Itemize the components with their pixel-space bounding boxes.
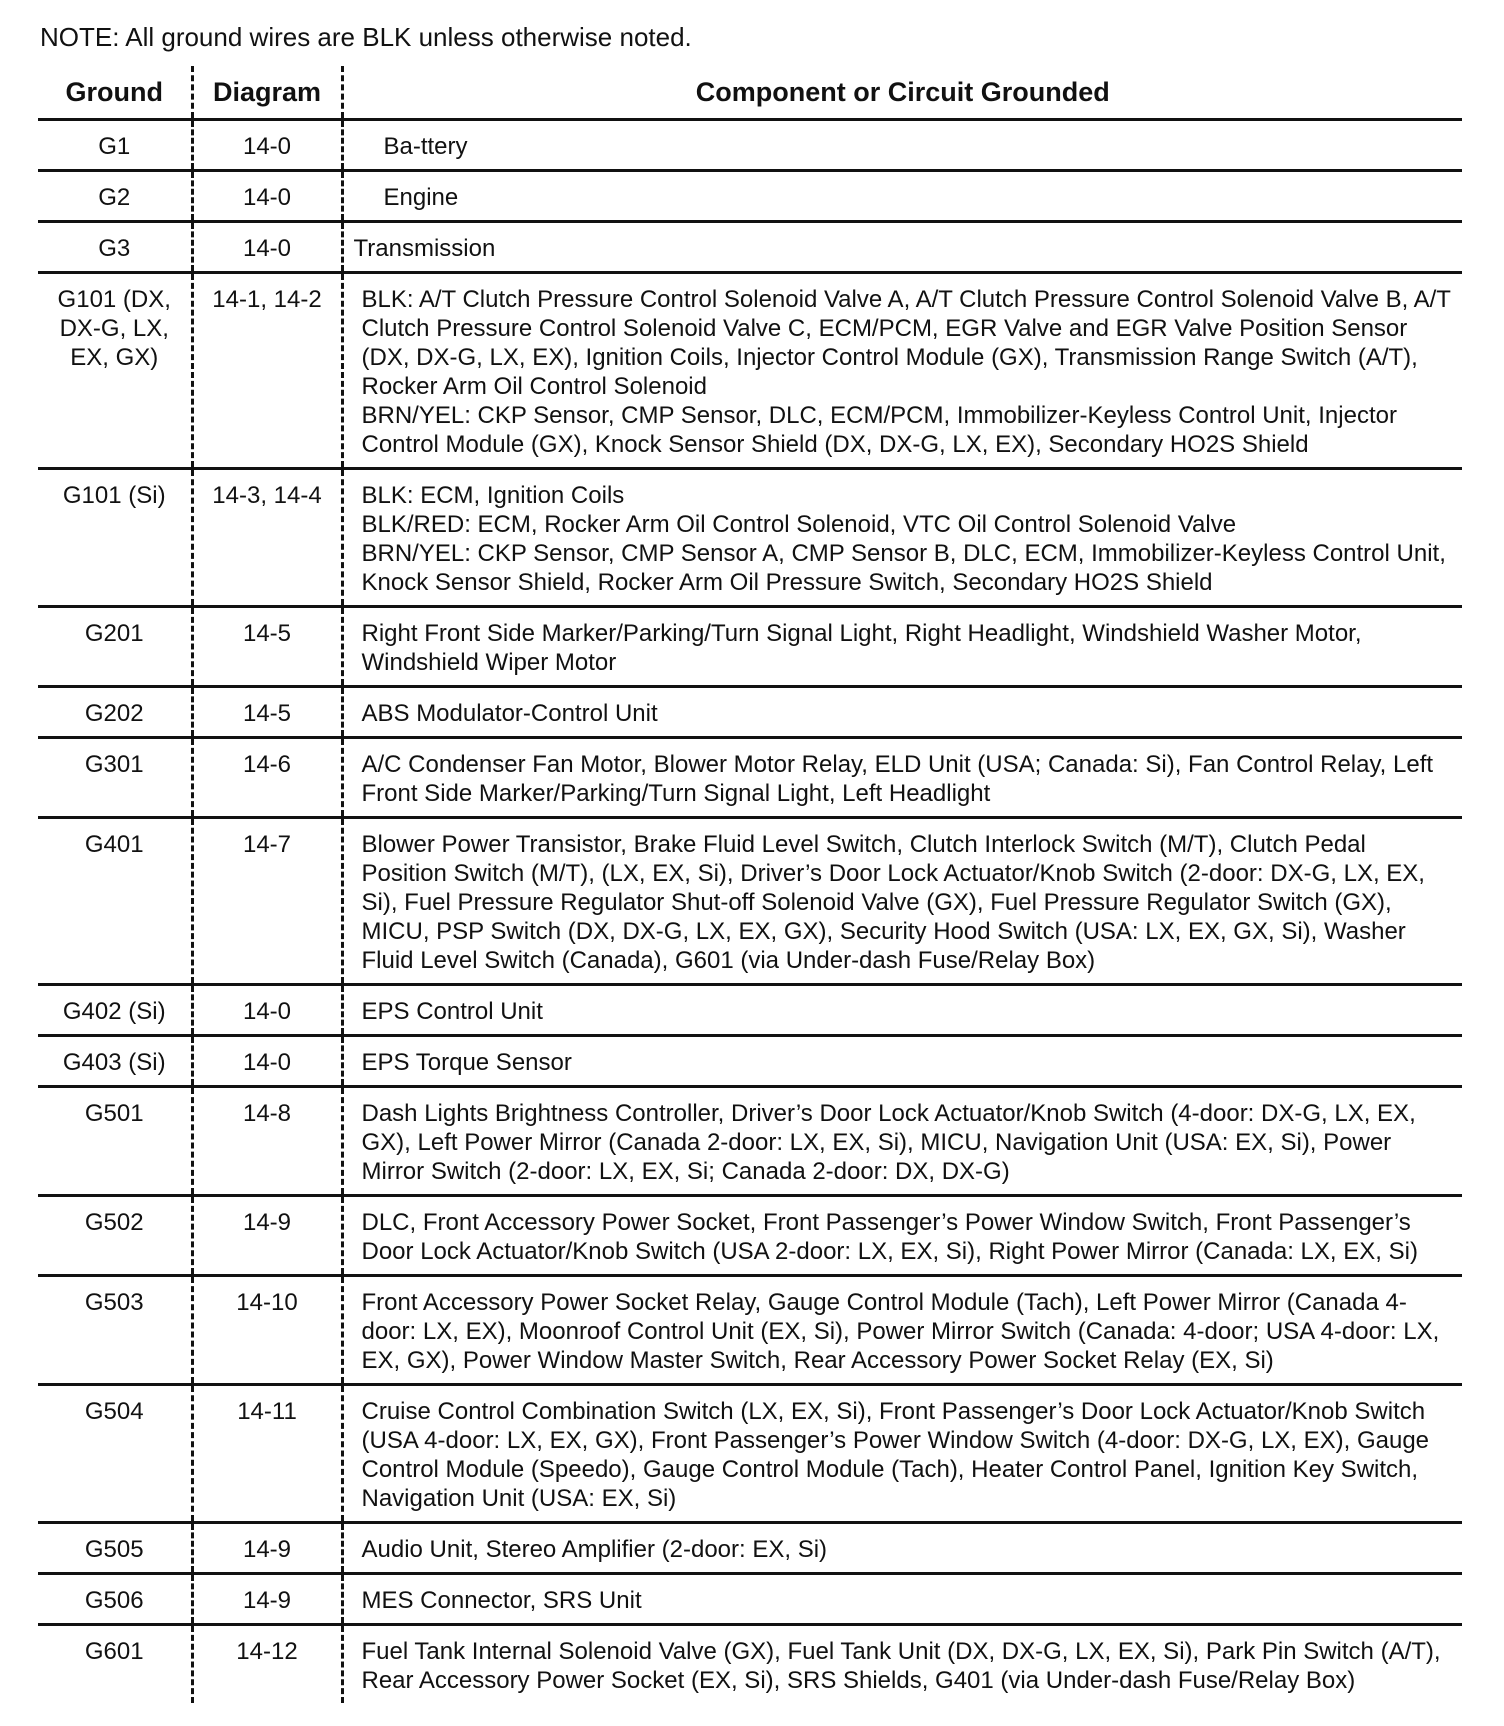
component-line: Transmission — [353, 235, 496, 262]
component-cell — [342, 607, 1462, 687]
ground-id-cell: G3 — [38, 222, 192, 273]
ground-id-cell: G403 (Si) — [38, 1036, 192, 1087]
component-cell — [342, 120, 1462, 171]
ground-id-cell: G506 — [38, 1574, 192, 1625]
component-cell — [342, 1276, 1462, 1385]
component-line: BLK/RED: ECM, Rocker Arm Oil Control Solenoid, VTC Oil Control Solenoid Valve — [361, 511, 1237, 538]
table-row — [38, 607, 1462, 687]
component-cell — [342, 1385, 1462, 1523]
component-cell — [342, 1036, 1462, 1087]
table-row — [38, 171, 1462, 222]
table-row — [38, 1087, 1462, 1196]
component-line: BRN/YEL: CKP Sensor, CMP Sensor, DLC, ECM/PCM, Immobilizer-Keyless Control Unit, Injector Control Module (GX), Knock Sensor Shield (DX, DX-G, LX, EX), Secondary HO2S Shield — [361, 402, 1397, 458]
component-line: EPS Control Unit — [361, 998, 543, 1025]
ground-id-cell: G503 — [38, 1276, 192, 1385]
ground-id-cell: G505 — [38, 1523, 192, 1574]
table-row — [38, 273, 1462, 469]
diagram-ref-cell: 14-10 — [192, 1276, 342, 1385]
ground-id-cell: G101 (DX, DX-G, LX, EX, GX) — [38, 273, 192, 469]
component-line: Engine — [383, 184, 459, 211]
diagram-ref-cell: 14-1, 14-2 — [192, 273, 342, 469]
component-line: MES Connector, SRS Unit — [361, 1587, 642, 1614]
diagram-ref-cell: 14-12 — [192, 1625, 342, 1704]
ground-id-cell: G504 — [38, 1385, 192, 1523]
table-row — [38, 469, 1462, 607]
component-cell — [342, 1625, 1462, 1704]
ground-id-cell: G201 — [38, 607, 192, 687]
component-line: Right Front Side Marker/Parking/Turn Signal Light, Right Headlight, Windshield Washer Motor, Windshield Wiper Motor — [361, 620, 1362, 676]
column-header-component: Component or Circuit Grounded — [342, 66, 1462, 120]
column-header-ground: Ground — [38, 66, 192, 120]
component-cell — [342, 1196, 1462, 1276]
ground-id-cell: G301 — [38, 738, 192, 818]
ground-id-cell: G402 (Si) — [38, 985, 192, 1036]
table-row — [38, 985, 1462, 1036]
table-row — [38, 1276, 1462, 1385]
table-row — [38, 738, 1462, 818]
page-note: NOTE: All ground wires are BLK unless otherwise noted. — [40, 22, 692, 52]
table-row — [38, 120, 1462, 171]
ground-id-cell: G202 — [38, 687, 192, 738]
component-cell — [342, 985, 1462, 1036]
diagram-ref-cell: 14-0 — [192, 1036, 342, 1087]
component-line: Cruise Control Combination Switch (LX, EX, Si), Front Passenger’s Door Lock Actuator/Knob Switch (USA 4-door: LX, EX, GX), Front Passenger’s Power Window Switch (4-door: DX-G, LX, EX), Gauge Control Module (Speedo), Gauge Control Module (Tach), Heater Control Panel, Ignition Key Switch, Navigation Unit (USA: EX, Si) — [361, 1398, 1430, 1512]
table-header — [38, 66, 1462, 120]
component-line: Blower Power Transistor, Brake Fluid Level Switch, Clutch Interlock Switch (M/T), Clutch Pedal Position Switch (M/T), (LX, EX, Si), Driver’s Door Lock Actuator/Knob Switch (2-door: DX-G, LX, EX, Si), Fuel Pressure Regulator Shut-off Solenoid Valve (GX), Fuel Pressure Regulator Switch (GX), MICU, PSP Switch (DX, DX-G, LX, EX, GX), Security Hood Switch (USA: LX, EX, GX, Si), Washer Fluid Level Switch (Canada), G601 (via Under-dash Fuse/Relay Box) — [361, 831, 1425, 974]
table-row — [38, 1196, 1462, 1276]
ground-id-cell: G401 — [38, 818, 192, 985]
diagram-ref-cell: 14-11 — [192, 1385, 342, 1523]
table-row — [38, 687, 1462, 738]
diagram-ref-cell: 14-9 — [192, 1196, 342, 1276]
component-line: BLK: A/T Clutch Pressure Control Solenoid Valve A, A/T Clutch Pressure Control Solenoid Valve B, A/T Clutch Pressure Control Solenoid Valve C, ECM/PCM, EGR Valve and EGR Valve Position Sensor (DX, DX-G, LX, EX), Ignition Coils, Injector Control Module (GX), Transmission Range Switch (A/T), Rocker Arm Oil Control Solenoid — [361, 286, 1451, 400]
component-cell — [342, 1087, 1462, 1196]
component-cell — [342, 171, 1462, 222]
component-line: Audio Unit, Stereo Amplifier (2-door: EX, Si) — [361, 1536, 828, 1563]
diagram-ref-cell: 14-9 — [192, 1574, 342, 1625]
component-cell — [342, 1523, 1462, 1574]
ground-id-cell: G501 — [38, 1087, 192, 1196]
diagram-ref-cell: 14-5 — [192, 607, 342, 687]
diagram-ref-cell: 14-0 — [192, 120, 342, 171]
component-cell — [342, 1574, 1462, 1625]
component-cell — [342, 222, 1462, 273]
component-cell — [342, 738, 1462, 818]
table-row — [38, 1036, 1462, 1087]
component-line: ABS Modulator-Control Unit — [361, 700, 658, 727]
diagram-ref-cell: 14-0 — [192, 985, 342, 1036]
diagram-ref-cell: 14-0 — [192, 222, 342, 273]
component-line: EPS Torque Sensor — [361, 1049, 572, 1076]
diagram-ref-cell: 14-6 — [192, 738, 342, 818]
table-row — [38, 1523, 1462, 1574]
component-line: BLK: ECM, Ignition Coils — [361, 482, 625, 509]
component-line: Front Accessory Power Socket Relay, Gauge Control Module (Tach), Left Power Mirror (Canada 4-door: LX, EX), Moonroof Control Unit (EX, Si), Power Mirror Switch (Canada: 4-door; USA 4-door: LX, EX, GX), Power Window Master Switch, Rear Accessory Power Socket Relay (EX, Si) — [361, 1289, 1440, 1374]
table-row — [38, 1574, 1462, 1625]
table-row — [38, 818, 1462, 985]
column-header-diagram: Diagram — [192, 66, 342, 120]
component-line: Ba-ttery — [383, 133, 468, 160]
ground-id-cell: G601 — [38, 1625, 192, 1704]
ground-id-cell: G502 — [38, 1196, 192, 1276]
diagram-ref-cell: 14-3, 14-4 — [192, 469, 342, 607]
component-line: BRN/YEL: CKP Sensor, CMP Sensor A, CMP Sensor B, DLC, ECM, Immobilizer-Keyless Control Unit, Knock Sensor Shield, Rocker Arm Oil Pressure Switch, Secondary HO2S Shield — [361, 540, 1446, 596]
component-line: Fuel Tank Internal Solenoid Valve (GX), Fuel Tank Unit (DX, DX-G, LX, EX, Si), Park Pin Switch (A/T), Rear Accessory Power Socket (EX, Si), SRS Shields, G401 (via Under-dash Fuse/Relay Box) — [361, 1638, 1441, 1694]
component-line: Dash Lights Brightness Controller, Driver’s Door Lock Actuator/Knob Switch (4-door: DX-G, LX, EX, GX), Left Power Mirror (Canada 2-door: LX, EX, Si), MICU, Navigation Unit (USA: EX, Si), Power Mirror Switch (2-door: LX, EX, Si; Canada 2-door: DX, DX-G) — [361, 1100, 1416, 1185]
ground-id-cell: G2 — [38, 171, 192, 222]
component-line: DLC, Front Accessory Power Socket, Front Passenger’s Power Window Switch, Front Passenger’s Door Lock Actuator/Knob Switch (USA 2-door: LX, EX, Si), Right Power Mirror (Canada: LX, EX, Si) — [361, 1209, 1418, 1265]
diagram-ref-cell: 14-9 — [192, 1523, 342, 1574]
component-cell — [342, 818, 1462, 985]
ground-id-cell: G101 (Si) — [38, 469, 192, 607]
table-row — [38, 1385, 1462, 1523]
diagram-ref-cell: 14-5 — [192, 687, 342, 738]
table-row — [38, 222, 1462, 273]
diagram-ref-cell: 14-8 — [192, 1087, 342, 1196]
table-body — [38, 120, 1462, 1704]
diagram-ref-cell: 14-0 — [192, 171, 342, 222]
diagram-ref-cell: 14-7 — [192, 818, 342, 985]
ground-table — [38, 66, 1462, 1703]
component-cell — [342, 273, 1462, 469]
table-row — [38, 1625, 1462, 1704]
component-cell — [342, 687, 1462, 738]
component-cell — [342, 469, 1462, 607]
ground-id-cell: G1 — [38, 120, 192, 171]
component-line: A/C Condenser Fan Motor, Blower Motor Relay, ELD Unit (USA; Canada: Si), Fan Control Relay, Left Front Side Marker/Parking/Turn Signal Light, Left Headlight — [361, 751, 1434, 807]
